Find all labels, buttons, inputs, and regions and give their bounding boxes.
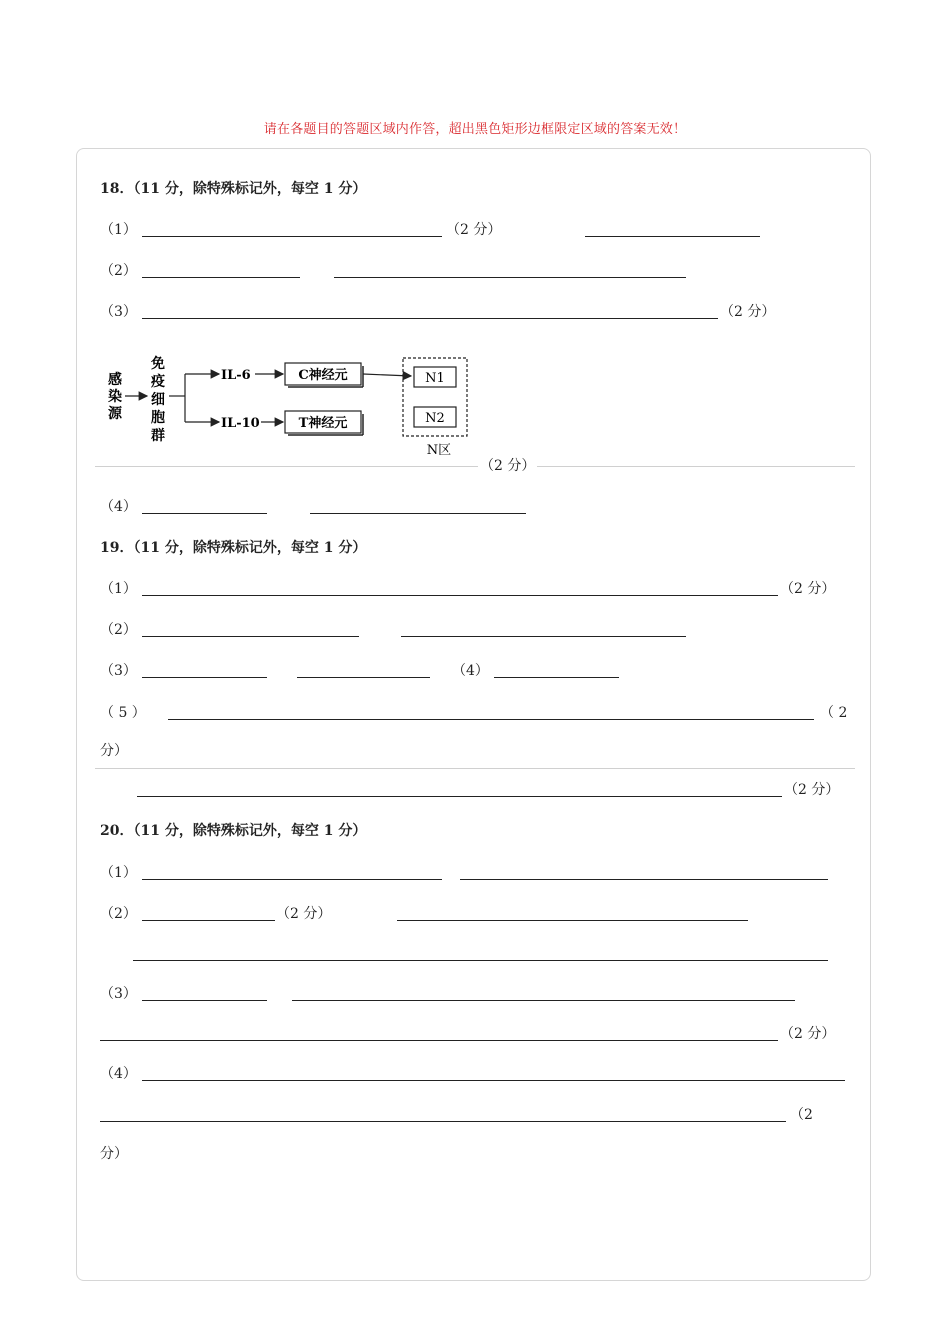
diagram-n1: N1 <box>425 371 445 386</box>
diagram-n-zone: N区 <box>426 443 452 458</box>
q20-p4-score-b: 分） <box>100 1146 128 1162</box>
q20-title: 20．（11 分，除特殊标记外，每空 1 分） <box>100 823 367 839</box>
q18-p3-blank[interactable] <box>142 318 718 319</box>
diagram-il10: IL-10 <box>221 416 260 431</box>
q19-p5-label: （ 5 ） <box>100 705 146 721</box>
q18-p1-label: （1） <box>100 222 137 238</box>
q18-p1-score: （2 分） <box>446 222 502 238</box>
q20-p3-score: （2 分） <box>780 1026 836 1042</box>
q19-p3-label: （3） <box>100 663 137 679</box>
q20-p1-label: （1） <box>100 865 137 881</box>
q20-p2-label: （2） <box>100 906 137 922</box>
q19-p1-blank[interactable] <box>142 595 778 596</box>
diagram-cells-char-4: 胞 <box>151 410 165 426</box>
diagram-source-char-1: 感 <box>108 372 122 388</box>
diagram-cells-char-3: 细 <box>151 392 165 408</box>
q19-p5-blank-1[interactable] <box>168 719 814 720</box>
q19-p1-score: （2 分） <box>780 581 836 597</box>
diagram-source-char-2: 染 <box>108 389 122 405</box>
answer-area-notice: 请在各题目的答题区域内作答，超出黑色矩形边框限定区域的答案无效！ <box>263 122 687 137</box>
q18-p4-blank-2[interactable] <box>310 513 526 514</box>
q19-p2-blank-2[interactable] <box>401 636 686 637</box>
q18-p3-label: （3） <box>100 304 137 320</box>
q20-p3-blank-1[interactable] <box>142 1000 267 1001</box>
q20-p2-blank-3[interactable] <box>133 960 828 961</box>
diagram-il6: IL-6 <box>221 368 251 383</box>
q20-p3-label: （3） <box>100 986 137 1002</box>
q19-p3-blank-2[interactable] <box>297 677 430 678</box>
q19-p2-blank-1[interactable] <box>142 636 359 637</box>
q18-p4-label: （4） <box>100 499 137 515</box>
q19-p3-blank-1[interactable] <box>142 677 267 678</box>
q19-p2-label: （2） <box>100 622 137 638</box>
q20-p4-blank-1[interactable] <box>142 1080 845 1081</box>
q18-diagram-score: （2 分） <box>480 458 536 474</box>
q18-p3-score: （2 分） <box>720 304 776 320</box>
q20-p1-blank-2[interactable] <box>460 879 828 880</box>
q19-p5-score-a: （ 2 <box>820 705 848 721</box>
q19-p4-blank[interactable] <box>494 677 619 678</box>
q20-p3-blank-2[interactable] <box>292 1000 795 1001</box>
q18-title: 18．（11 分，除特殊标记外，每空 1 分） <box>100 181 367 197</box>
q20-p2-blank-2[interactable] <box>397 920 748 921</box>
q18-diagram <box>95 348 485 460</box>
q20-p1-blank-1[interactable] <box>142 879 442 880</box>
q18-p2-blank-2[interactable] <box>334 277 686 278</box>
q18-diagram-separator <box>95 466 855 467</box>
q18-p1-blank-1[interactable] <box>142 236 442 237</box>
q19-p4-label: （4） <box>452 663 489 679</box>
q20-p4-label: （4） <box>100 1066 137 1082</box>
q18-p1-blank-2[interactable] <box>585 236 760 237</box>
q19-p5-score-b: 分） <box>100 743 128 759</box>
diagram-cells-char-1: 免 <box>151 356 165 372</box>
arrow-c-to-n1 <box>363 374 411 376</box>
q20-p2-blank-1[interactable] <box>142 920 275 921</box>
diagram-c-neuron: C神经元 <box>298 368 348 383</box>
q19-p5-score-2: （2 分） <box>784 782 840 798</box>
q20-p3-blank-3[interactable] <box>100 1040 778 1041</box>
q18-p2-blank-1[interactable] <box>142 277 300 278</box>
q20-p2-score: （2 分） <box>276 906 332 922</box>
q19-p5-blank-2[interactable] <box>137 796 782 797</box>
q19-p1-label: （1） <box>100 581 137 597</box>
diagram-source-char-3: 源 <box>108 406 122 422</box>
diagram-n2: N2 <box>425 411 445 426</box>
q18-p2-label: （2） <box>100 263 137 279</box>
q18-p4-blank-1[interactable] <box>142 513 267 514</box>
q19-separator <box>95 768 855 769</box>
diagram-cells-char-2: 疫 <box>151 374 165 390</box>
q19-title: 19．（11 分，除特殊标记外，每空 1 分） <box>100 540 367 556</box>
diagram-t-neuron: T神经元 <box>298 416 348 431</box>
q20-p4-blank-2[interactable] <box>100 1121 786 1122</box>
q20-p4-score-a: （2 <box>790 1107 813 1123</box>
diagram-cells-char-5: 群 <box>151 428 165 444</box>
